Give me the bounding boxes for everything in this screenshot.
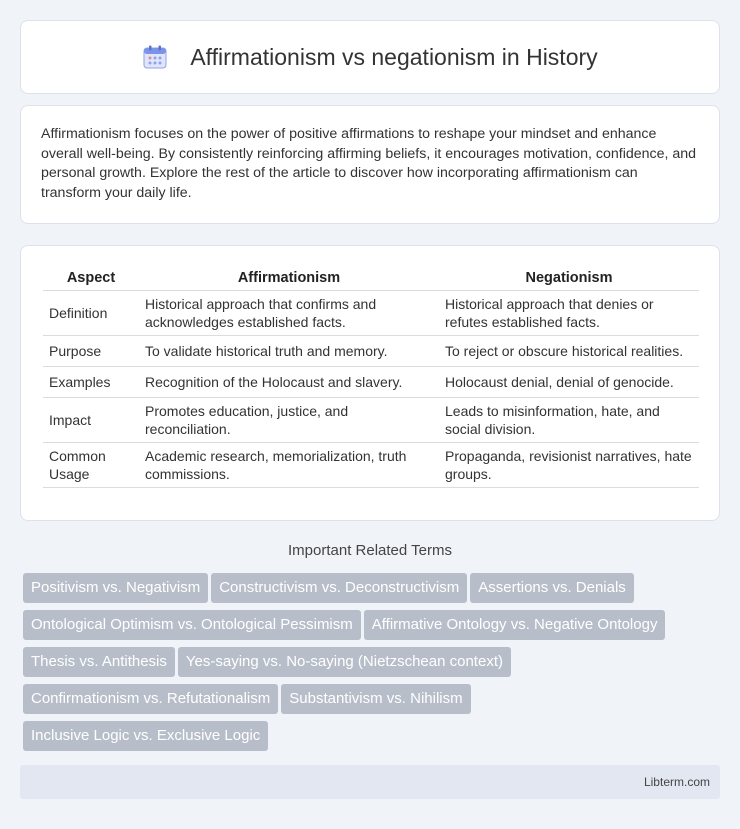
comparison-table-card [20,245,720,521]
table-cell: Holocaust denial, denial of genocide. [439,367,699,398]
title-card [20,20,720,94]
related-term-tag[interactable]: Substantivism vs. Nihilism [281,684,470,714]
table-cell: Historical approach that confirms and acknowledges established facts. [139,291,439,336]
related-term-tag[interactable]: Yes-saying vs. No-saying (Nietzschean context) [178,647,511,677]
table-cell: Impact [43,398,139,443]
table-row [43,398,699,443]
related-term-tag[interactable]: Thesis vs. Antithesis [23,647,175,677]
column-header-aspect: Aspect [43,266,139,291]
comparison-table [43,266,699,488]
intro-text: Affirmationism focuses on the power of positive affirmations to reshape your mindset and enhance overall well-being. By consistently reinforcing affirming beliefs, it encourages motivation, confidence, and personal growth. Explore the rest of the article to discover how incorporating affirmationism can transform your daily life. [41,126,697,201]
intro-card [20,105,720,224]
table-cell: Propaganda, revisionist narratives, hate groups. [439,443,699,488]
calendar-icon [142,44,168,70]
table-cell: Common Usage [43,443,139,488]
table-cell: Historical approach that denies or refutes established facts. [439,291,699,336]
table-cell: Academic research, memorialization, truth commissions. [139,443,439,488]
related-term-tag[interactable]: Positivism vs. Negativism [23,573,208,603]
table-cell: Leads to misinformation, hate, and social division. [439,398,699,443]
table-row [43,367,699,398]
table-row [43,336,699,367]
table-row [43,291,699,336]
related-term-tag[interactable]: Affirmative Ontology vs. Negative Ontology [364,610,666,640]
table-cell: Promotes education, justice, and reconciliation. [139,398,439,443]
related-terms-list [23,573,723,758]
table-cell: To validate historical truth and memory. [139,336,439,367]
table-row [43,443,699,488]
table-header-row [43,266,699,291]
footer [20,765,720,799]
table-cell: Definition [43,291,139,336]
table-cell: Examples [43,367,139,398]
related-term-tag[interactable]: Constructivism vs. Deconstructivism [211,573,467,603]
column-header-affirmationism: Affirmationism [139,266,439,291]
page-title: Affirmationism vs negationism in History [190,43,598,70]
related-term-tag[interactable]: Inclusive Logic vs. Exclusive Logic [23,721,268,751]
related-terms-title: Important Related Terms [288,542,452,559]
column-header-negationism: Negationism [439,266,699,291]
related-term-tag[interactable]: Ontological Optimism vs. Ontological Pessimism [23,610,361,640]
related-term-tag[interactable]: Assertions vs. Denials [470,573,634,603]
related-term-tag[interactable]: Confirmationism vs. Refutationalism [23,684,278,714]
table-cell: Recognition of the Holocaust and slavery. [139,367,439,398]
table-cell: To reject or obscure historical realities. [439,336,699,367]
footer-brand[interactable]: Libterm.com [643,775,710,789]
table-cell: Purpose [43,336,139,367]
